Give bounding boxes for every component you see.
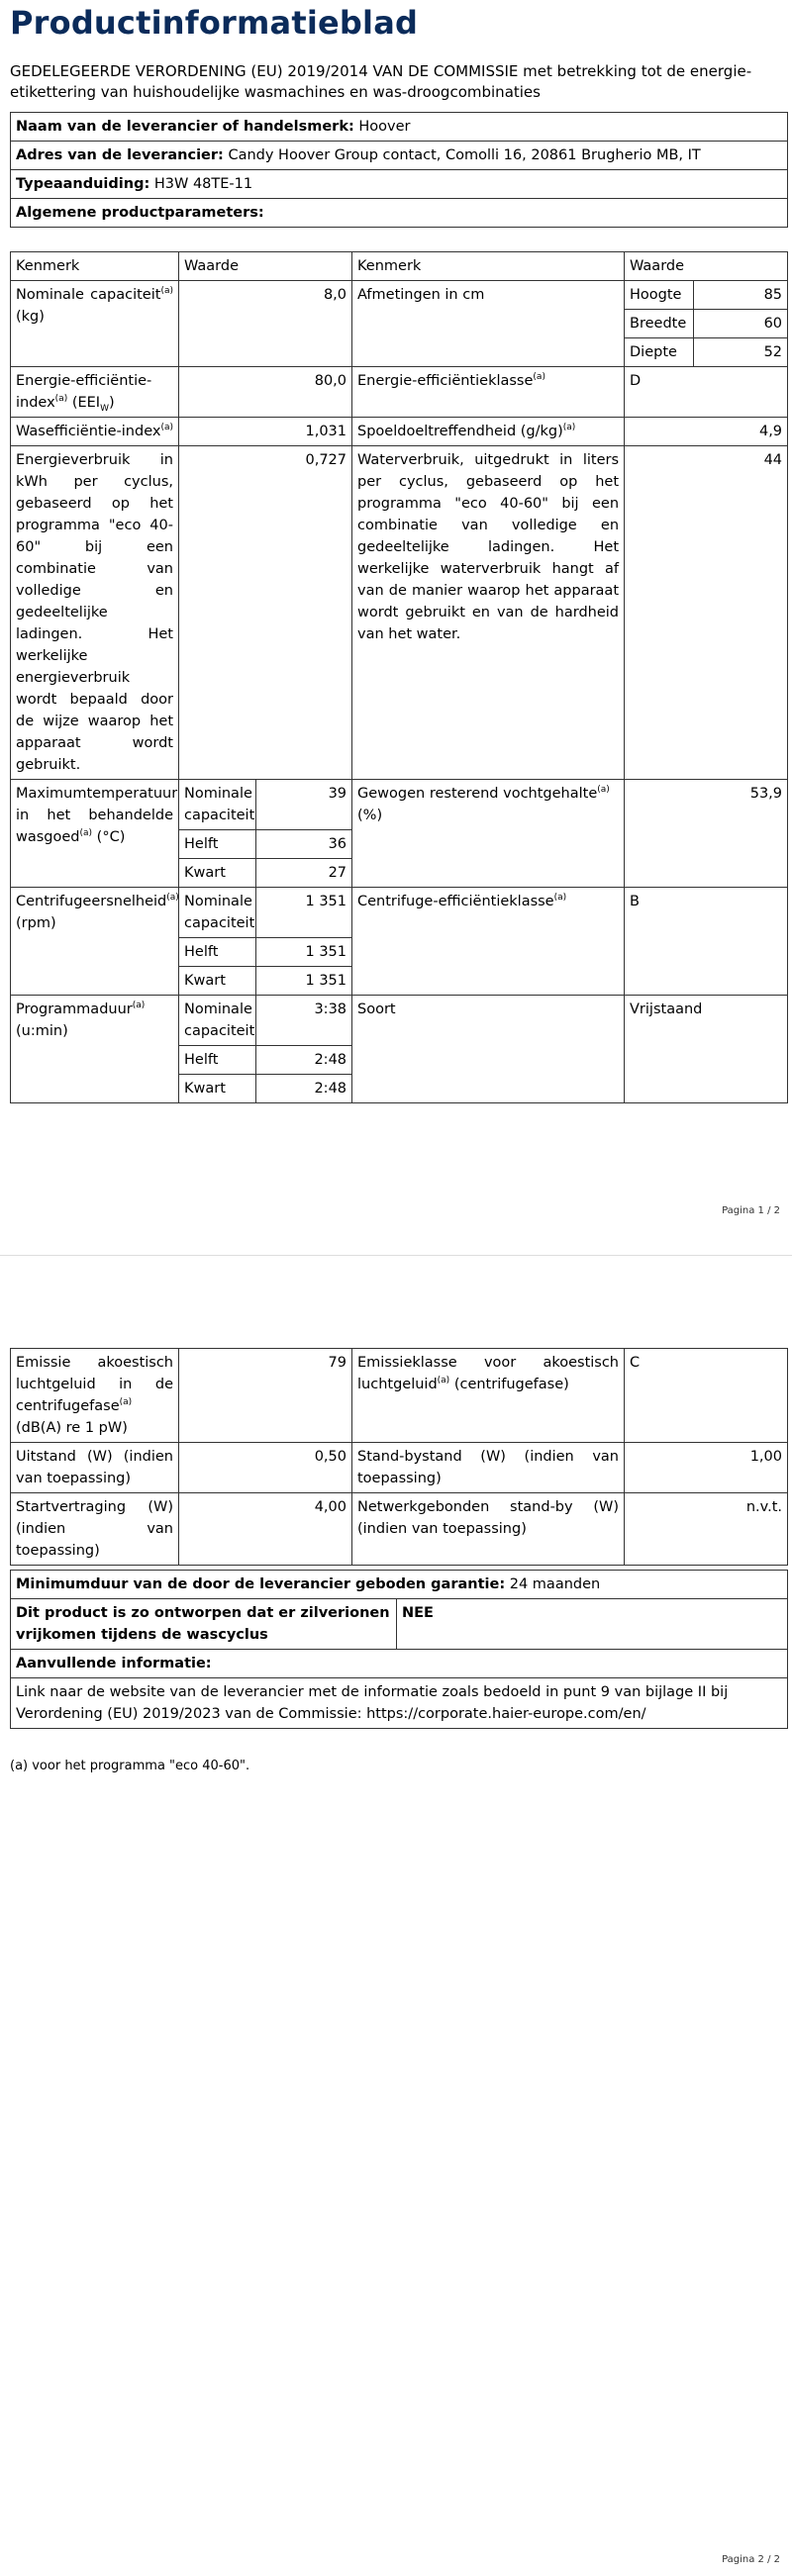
regulation-intro: GEDELEGEERDE VERORDENING (EU) 2019/2014 VAN DE COMMISSIE met betrekking tot de energie-etikettering van huishoudelijke wasmachines en was-droogcombinaties	[10, 62, 752, 101]
address-value: Candy Hoover Group contact, Comolli 16, 20861 Brugherio MB, IT	[228, 147, 701, 163]
water-use-value: 44	[625, 446, 788, 780]
standby-label: Stand-bystand (W) (indien van toepassing)	[352, 1443, 625, 1493]
warranty-label: Minimumduur van de door de leverancier geboden garantie:	[16, 1576, 506, 1592]
spin-rated-label: Nominale capaciteit	[179, 888, 256, 938]
off-mode-value: 0,50	[179, 1443, 352, 1493]
model-value: H3W 48TE-11	[153, 176, 253, 192]
duration-half-label: Helft	[179, 1046, 256, 1075]
page-1	[0, 0, 792, 1242]
max-temp-quarter-label: Kwart	[179, 859, 256, 888]
supplier-label: Naam van de leverancier of handelsmerk:	[16, 119, 354, 135]
duration-quarter-label: Kwart	[179, 1075, 256, 1103]
noise-class-value: C	[625, 1349, 788, 1443]
model-label: Typeaanduiding:	[16, 176, 150, 192]
spin-half: 1 351	[256, 938, 352, 967]
duration-half: 2:48	[256, 1046, 352, 1075]
spin-class-value: B	[625, 888, 788, 996]
duration-label-cell: Programmaduur$^{(a)}$ (u:min)	[11, 996, 179, 1103]
params-table-2	[10, 1348, 788, 1566]
width-value: 60	[694, 310, 788, 338]
moisture-value: 53,9	[625, 780, 788, 888]
networked-value: n.v.t.	[625, 1493, 788, 1566]
width-label: Breedte	[625, 310, 694, 338]
noise-label-cell: Emissie akoestisch luchtgeluid in de centrifugefase$^{(a)}$ (dB(A) re 1 pW)	[11, 1349, 179, 1443]
wash-eff-value: 1,031	[179, 418, 352, 446]
max-temp-quarter: 27	[256, 859, 352, 888]
eei-value: 80,0	[179, 367, 352, 418]
warranty-value: 24 maanden	[509, 1576, 601, 1592]
eei-label-cell: Energie-efficiëntie-index$^{(a)}$ $(EEI_W)$	[11, 367, 179, 418]
address-row	[11, 142, 788, 170]
energy-use-label: Energieverbruik in kWh per cyclus, gebaseerd op het programma "eco 40-60" bij een combinatie van volledige en gedeeltelijke ladingen. Het werkelijke energieverbruik wordt bepaald door de wijze waarop het apparaat wordt gebruikt.	[11, 446, 179, 780]
footnote: (a) voor het programma "eco 40-60".	[10, 1759, 250, 1773]
rinse-label-cell: Spoeldoeltreffendheid $(g/kg)^{(a)}$	[352, 418, 625, 446]
max-temp-rated: 39	[256, 780, 352, 830]
capacity-value: 8,0	[179, 281, 352, 367]
energy-class-value: D	[625, 367, 788, 418]
header-waarde: Waarde	[179, 252, 352, 281]
noise-class-label-cell: Emissieklasse voor akoestisch luchtgeluid$^{(a)}$ (centrifugefase)	[352, 1349, 625, 1443]
delay-start-label: Startvertraging (W) (indien van toepassing)	[11, 1493, 179, 1566]
page-title: Productinformatieblad	[10, 4, 419, 42]
type-value: Vrijstaand	[625, 996, 788, 1103]
spin-rated: 1 351	[256, 888, 352, 938]
page-2	[0, 1272, 792, 2576]
max-temp-rated-label: Nominale capaciteit	[179, 780, 256, 830]
general-params-heading: Algemene productparameters:	[11, 199, 788, 228]
dimensions-label: Afmetingen in cm	[352, 281, 625, 367]
duration-quarter: 2:48	[256, 1075, 352, 1103]
page-number-1: Pagina 1 / 2	[722, 1205, 780, 1216]
depth-label: Diepte	[625, 338, 694, 367]
supplier-row	[11, 113, 788, 142]
standby-value: 1,00	[625, 1443, 788, 1493]
wash-eff-label-cell: Wasefficiëntie-index$^{(a)}$	[11, 418, 179, 446]
noise-value: 79	[179, 1349, 352, 1443]
spin-half-label: Helft	[179, 938, 256, 967]
delay-start-value: 4,00	[179, 1493, 352, 1566]
depth-value: 52	[694, 338, 788, 367]
header-waarde-2: Waarde	[625, 252, 788, 281]
max-temp-half-label: Helft	[179, 830, 256, 859]
page-number-2: Pagina 2 / 2	[722, 2554, 780, 2565]
rinse-value: 4,9	[625, 418, 788, 446]
header-row	[11, 252, 788, 281]
max-temp-half: 36	[256, 830, 352, 859]
spin-class-label-cell: Centrifuge-efficiëntieklasse$^{(a)}$	[352, 888, 625, 996]
duration-rated-label: Nominale capaciteit	[179, 996, 256, 1046]
params-table	[10, 251, 788, 1103]
capacity-label-cell: Nominale capaciteit$^{(a)}$ (kg)	[11, 281, 179, 367]
warranty-row	[11, 1571, 788, 1599]
max-temp-label-cell: Maximumtemperatuur in het behandelde wasgoed$^{(a)}$ (°C)	[11, 780, 179, 888]
water-use-label: Waterverbruik, uitgedrukt in liters per cyclus, gebaseerd op het programma "eco 40-60" bij een combinatie van volledige en gedeeltelijke ladingen. Het werkelijke waterverbruik hangt af van de manier waarop het apparaat wordt gebruikt en van de hardheid van het water.	[352, 446, 625, 780]
model-row	[11, 170, 788, 199]
off-mode-label: Uitstand (W) (indien van toepassing)	[11, 1443, 179, 1493]
page-separator	[0, 1255, 792, 1256]
energy-use-value: 0,727	[179, 446, 352, 780]
duration-rated: 3:38	[256, 996, 352, 1046]
supplier-value: Hoover	[358, 119, 411, 135]
spin-speed-label-cell: Centrifugeersnelheid$^{(a)}$ (rpm)	[11, 888, 179, 996]
supplier-table	[10, 112, 788, 228]
silver-label: Dit product is zo ontworpen dat er zilverionen vrijkomen tijdens de wascyclus	[11, 1599, 397, 1650]
moisture-label-cell: Gewogen resterend vochtgehalte$^{(a)}$ (%)	[352, 780, 625, 888]
header-kenmerk: Kenmerk	[11, 252, 179, 281]
height-label: Hoogte	[625, 281, 694, 310]
networked-label: Netwerkgebonden stand-by (W) (indien van toepassing)	[352, 1493, 625, 1566]
height-value: 85	[694, 281, 788, 310]
header-kenmerk-2: Kenmerk	[352, 252, 625, 281]
address-label: Adres van de leverancier:	[16, 147, 224, 163]
additional-label: Aanvullende informatie:	[11, 1650, 788, 1678]
energy-class-label-cell: Energie-efficiëntieklasse$^{(a)}$	[352, 367, 625, 418]
type-label: Soort	[352, 996, 625, 1103]
silver-value: NEE	[397, 1599, 788, 1650]
spin-quarter-label: Kwart	[179, 967, 256, 996]
spin-quarter: 1 351	[256, 967, 352, 996]
additional-text: Link naar de website van de leverancier met de informatie zoals bedoeld in punt 9 van bijlage II bij Verordening (EU) 2019/2023 van de Commissie: https://corporate.haier-europe.com/en/	[11, 1678, 788, 1729]
info-table	[10, 1570, 788, 1729]
